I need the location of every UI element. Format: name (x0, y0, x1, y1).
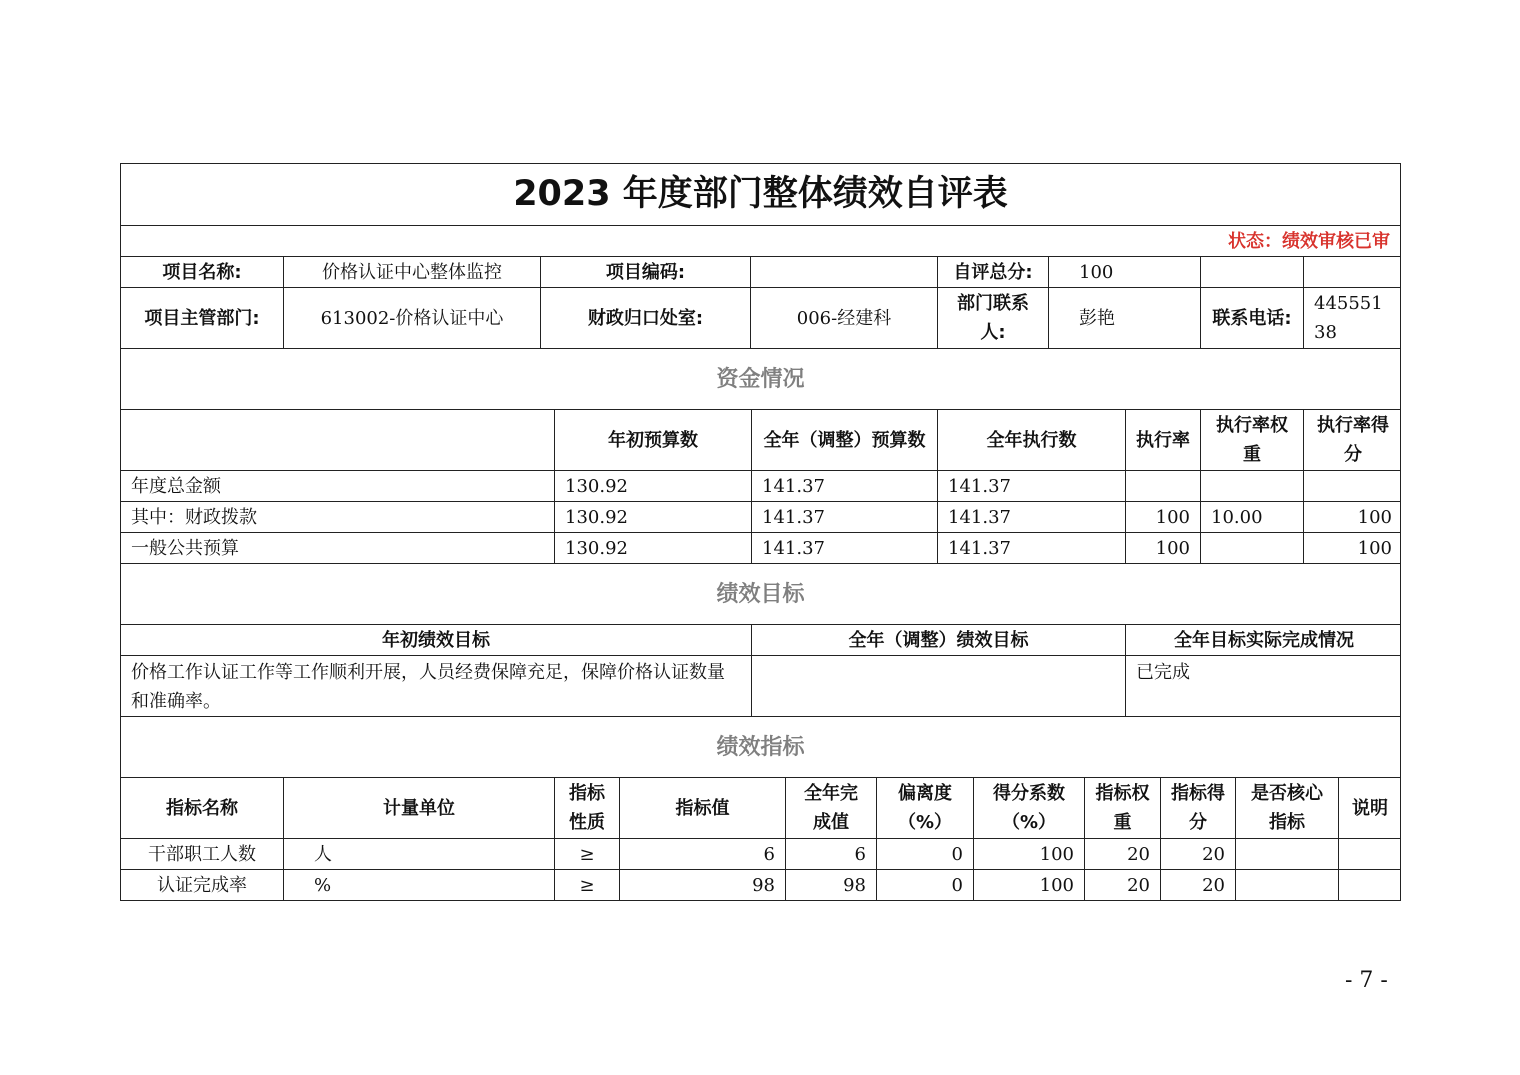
title-row (121, 164, 1400, 225)
table-row (121, 532, 1400, 563)
funds-header-row (121, 409, 1400, 470)
table-row (121, 869, 1400, 900)
funds-header-cell: 执行率 (1125, 410, 1200, 470)
indicator-cell: % (283, 870, 554, 900)
funds-section-title: 资金情况 (716, 366, 805, 392)
info-row-1 (121, 256, 1400, 287)
funds-cell: 130.92 (554, 502, 751, 532)
indicator-cell: 98 (785, 870, 876, 900)
funds-cell: 141.37 (751, 502, 937, 532)
goals-section-title: 绩效目标 (716, 581, 805, 607)
indicators-header-cell: 指标值 (619, 778, 785, 838)
funds-cell: 100 (1303, 502, 1402, 532)
funds-cell: 141.37 (937, 502, 1125, 532)
info-row-2 (121, 287, 1400, 348)
table-row (121, 470, 1400, 501)
self-score-value: 100 (1048, 257, 1200, 287)
funds-header-cell: 全年执行数 (937, 410, 1125, 470)
indicator-cell: ≥ (554, 839, 619, 869)
table-row (121, 501, 1400, 532)
indicator-cell: 6 (785, 839, 876, 869)
indicators-header-cell: 是否核心指标 (1235, 778, 1338, 838)
funds-header-cell: 年初预算数 (554, 410, 751, 470)
goals-header-cell: 全年目标实际完成情况 (1125, 625, 1402, 655)
indicator-cell: 0 (876, 870, 973, 900)
empty-cell (1200, 257, 1303, 287)
empty-cell (1303, 257, 1402, 287)
funds-cell (1303, 471, 1402, 501)
funds-header-cell: 全年（调整）预算数 (751, 410, 937, 470)
goals-header-row (121, 624, 1400, 655)
indicators-header-cell: 说明 (1338, 778, 1401, 838)
funds-cell: 一般公共预算 (131, 537, 239, 559)
indicators-section-header (121, 716, 1400, 777)
funds-cell: 141.37 (937, 533, 1125, 563)
project-name-label: 项目名称: (162, 261, 242, 283)
funds-section-header (121, 348, 1400, 409)
goals-cell: 已完成 (1125, 656, 1402, 716)
goals-cell (751, 656, 1125, 716)
contact-value: 彭艳 (1048, 288, 1200, 348)
finance-office-label: 财政归口处室: (540, 288, 750, 348)
funds-header-cell: 执行率权重 (1200, 410, 1303, 470)
funds-cell: 100 (1303, 533, 1402, 563)
indicators-header-cell: 全年完成值 (785, 778, 876, 838)
funds-cell: 141.37 (937, 471, 1125, 501)
indicators-header-cell: 指标得分 (1160, 778, 1235, 838)
indicators-header-cell: 得分系数（%） (973, 778, 1084, 838)
indicator-cell (1235, 870, 1338, 900)
funds-cell: 其中：财政拨款 (131, 506, 257, 528)
funds-cell: 130.92 (554, 533, 751, 563)
funds-cell: 130.92 (554, 471, 751, 501)
project-code-value (750, 257, 937, 287)
indicator-cell: 认证完成率 (157, 874, 247, 896)
goals-header-cell: 年初绩效目标 (382, 629, 490, 651)
indicator-cell: 20 (1084, 870, 1160, 900)
phone-value: 44555138 (1303, 288, 1402, 348)
indicators-header-cell: 指标性质 (554, 778, 619, 838)
indicators-header-cell: 指标权重 (1084, 778, 1160, 838)
indicators-section-title: 绩效指标 (716, 734, 805, 760)
indicator-cell: 0 (876, 839, 973, 869)
indicator-cell: 100 (973, 839, 1084, 869)
self-score-label: 自评总分: (937, 257, 1048, 287)
project-name-value: 价格认证中心整体监控 (283, 257, 540, 287)
indicators-header-cell: 指标名称 (166, 797, 238, 819)
indicator-cell: 20 (1084, 839, 1160, 869)
funds-cell (1125, 471, 1200, 501)
goals-section-header (121, 563, 1400, 624)
indicators-header-cell: 计量单位 (283, 778, 554, 838)
funds-cell: 141.37 (751, 471, 937, 501)
phone-label: 联系电话: (1200, 288, 1303, 348)
funds-cell (1200, 471, 1303, 501)
finance-office-value: 006-经建科 (750, 288, 937, 348)
table-row (121, 838, 1400, 869)
funds-header-cell (121, 410, 554, 470)
indicator-cell (1338, 870, 1401, 900)
goals-cell: 价格工作认证工作等工作顺利开展，人员经费保障充足，保障价格认证数量和准确率。 (131, 662, 725, 712)
contact-label: 部门联系人: (937, 288, 1048, 348)
dept-value: 613002-价格认证中心 (283, 288, 540, 348)
funds-cell: 10.00 (1200, 502, 1303, 532)
funds-cell: 100 (1125, 533, 1200, 563)
indicator-cell: 98 (619, 870, 785, 900)
indicator-cell: ≥ (554, 870, 619, 900)
indicator-cell (1235, 839, 1338, 869)
status-text: 状态：绩效审核已审 (1228, 230, 1390, 252)
funds-cell: 100 (1125, 502, 1200, 532)
page-title: 2023 年度部门整体绩效自评表 (513, 174, 1008, 214)
page-number: - 7 - (1345, 968, 1388, 993)
funds-cell: 年度总金额 (131, 475, 221, 497)
project-code-label: 项目编码: (540, 257, 750, 287)
indicator-cell: 100 (973, 870, 1084, 900)
dept-label: 项目主管部门: (144, 307, 260, 329)
funds-cell (1200, 533, 1303, 563)
goals-header-cell: 全年（调整）绩效目标 (751, 625, 1125, 655)
indicator-cell: 20 (1160, 870, 1235, 900)
indicator-cell: 20 (1160, 839, 1235, 869)
indicators-header-cell: 偏离度（%） (876, 778, 973, 838)
funds-header-cell: 执行率得分 (1303, 410, 1402, 470)
performance-table (120, 163, 1401, 901)
indicators-header-row (121, 777, 1400, 838)
status-row (121, 225, 1400, 256)
funds-cell: 141.37 (751, 533, 937, 563)
table-row (121, 655, 1400, 716)
indicator-cell: 6 (619, 839, 785, 869)
indicator-cell: 干部职工人数 (148, 843, 256, 865)
indicator-cell: 人 (283, 839, 554, 869)
indicator-cell (1338, 839, 1401, 869)
